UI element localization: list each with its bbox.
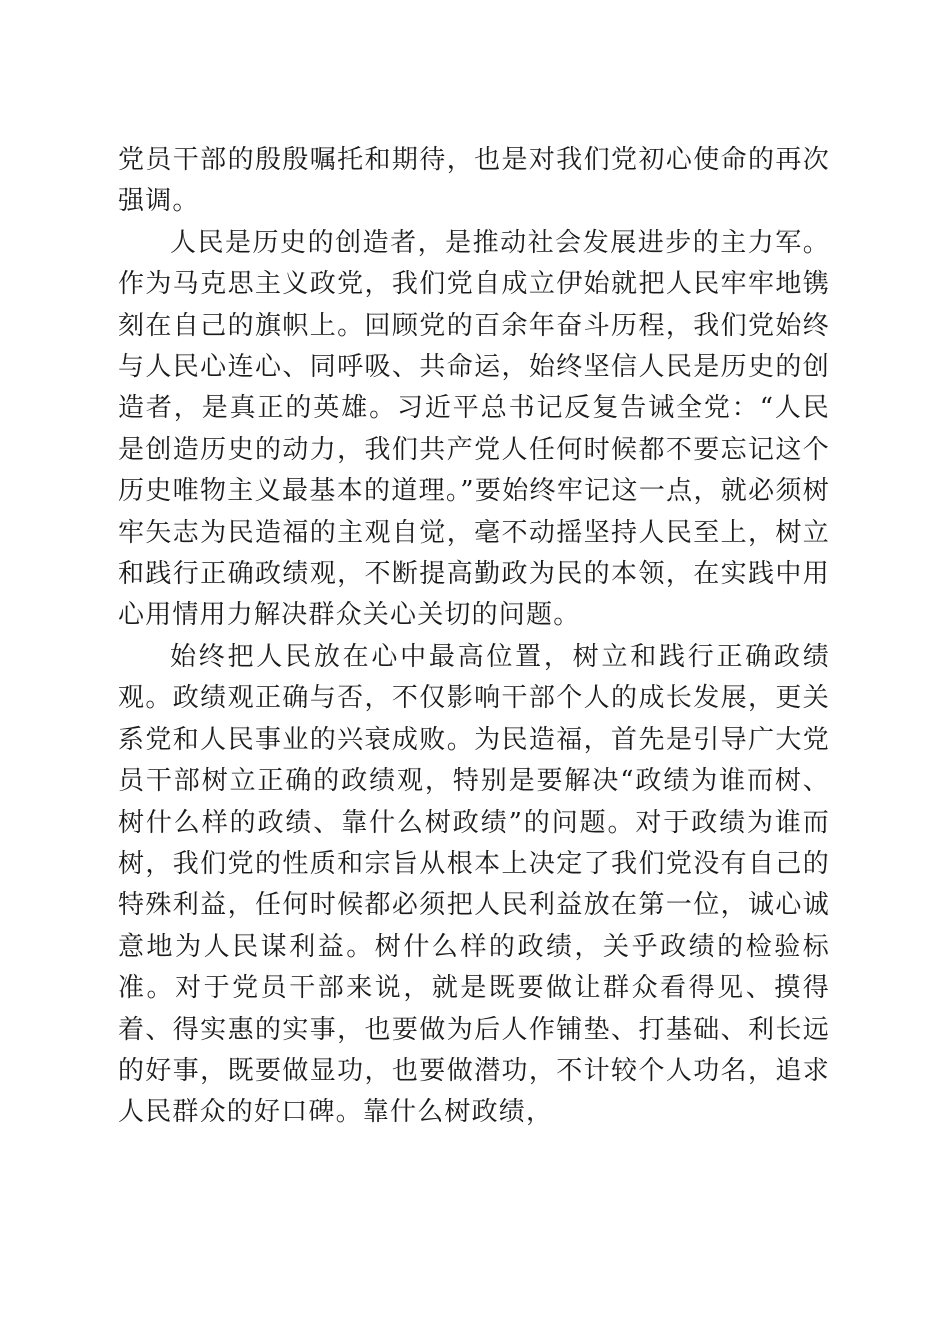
body-text [118, 140, 830, 1134]
paragraph-correct-view-of-achievement: 始终把人民放在心中最高位置，树立和践行正确政绩观。政绩观正确与否，不仅影响干部个人的成长发展，更关系党和人民事业的兴衰成败。为民造福，首先是引导广大党员干部树立正确的政绩观，特别是要解决“政绩为谁而树、树什么样的政绩、靠什么树政绩”的问题。对于政绩为谁而树，我们党的性质和宗旨从根本上决定了我们党没有自己的特殊利益，任何时候都必须把人民利益放在第一位，诚心诚意地为人民谋利益。树什么样的政绩，关乎政绩的检验标准。对于党员干部来说，就是既要做让群众看得见、摸得着、得实惠的实事，也要做为后人作铺垫、打基础、利长远的好事，既要做显功，也要做潜功，不计较个人功名，追求人民群众的好口碑。靠什么树政绩， [118, 641, 830, 1128]
paragraph-people-creators-of-history: 人民是历史的创造者，是推动社会发展进步的主力军。作为马克思主义政党，我们党自成立伊始就把人民牢牢地镌刻在自己的旗帜上。回顾党的百余年奋斗历程，我们党始终与人民心连心、同呼吸、共命运，始终坚信人民是历史的创造者，是真正的英雄。习近平总书记反复告诫全党：“人民是创造历史的动力，我们共产党人任何时候都不要忘记这个历史唯物主义最基本的道理。”要始终牢记这一点，就必须树牢矢志为民造福的主观自觉，毫不动摇坚持人民至上，树立和践行正确政绩观，不断提高勤政为民的本领，在实践中用心用情用力解决群众关心关切的问题。 [118, 227, 830, 631]
paragraph-continuation: 党员干部的殷殷嘱托和期待，也是对我们党初心使命的再次强调。 [118, 145, 830, 217]
